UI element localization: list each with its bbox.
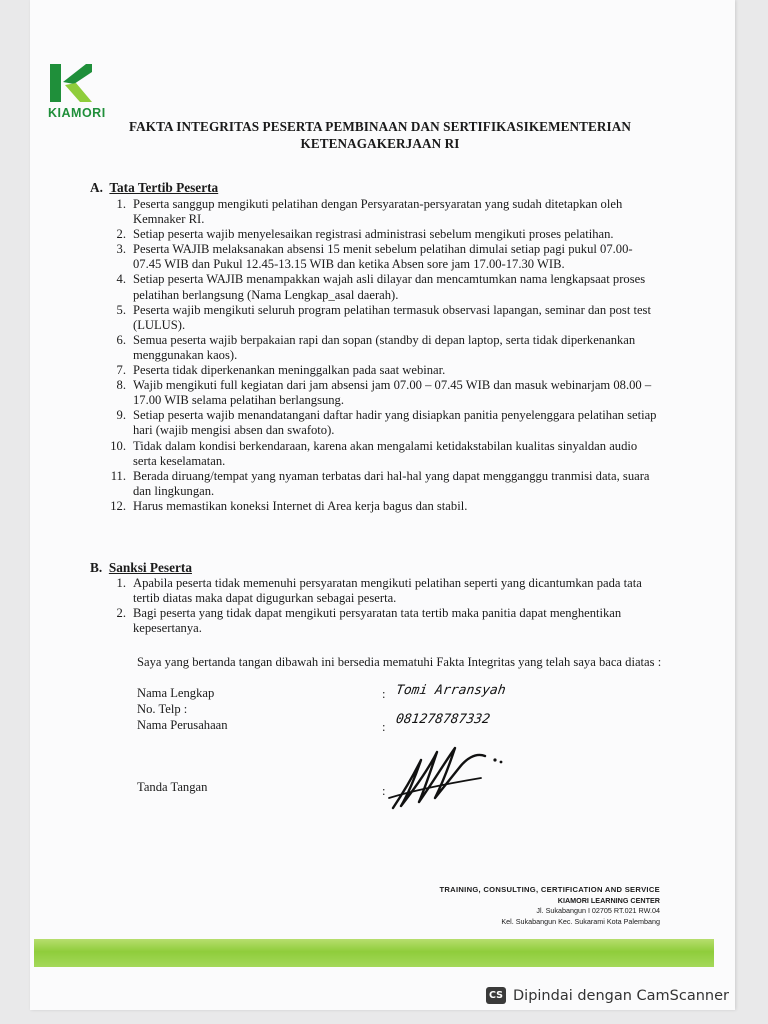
company-label: Nama Perusahaan: [137, 718, 228, 732]
section-a-letter: A.: [90, 180, 103, 195]
list-item-text: Tidak dalam kondisi berkendaraan, karena akan mengalami ketidakstabilan kualitas sinyaldan audio serta keselamatan.: [133, 438, 638, 468]
list-item-number: 1.: [116, 197, 126, 211]
list-item-number: 11.: [110, 468, 126, 483]
list-item-text: Berada diruang/tempat yang nyaman terbatas dari hal-hal yang dapat mengganggu tranmisi data, suara dan lingkungan.: [133, 468, 650, 498]
phone-label: No. Telp :: [137, 702, 188, 716]
sanctions-list: [100, 576, 660, 636]
camscanner-text: Dipindai dengan CamScanner: [513, 987, 730, 1004]
list-item-number: 3.: [116, 242, 126, 257]
list-item-text: Semua peserta wajib berpakaian rapi dan sopan (standby di depan laptop, serta tidak diperkenankan menggunakan kaos).: [133, 332, 636, 362]
list-item: [100, 469, 660, 499]
list-item-number: 12.: [110, 498, 126, 513]
title-line-2: KETENAGAKERJAAN RI: [300, 136, 460, 151]
footer-green-bar: [34, 939, 714, 967]
footer-company: KIAMORI LEARNING CENTER: [557, 895, 660, 905]
title-line-1: FAKTA INTEGRITAS PESERTA PEMBINAAN DAN SERTIFIKASIKEMENTERIAN: [128, 119, 632, 134]
footer-address-1: Jl. Sukabangun I 02705 RT.021 RW.04: [536, 906, 660, 915]
list-item-number: 2.: [116, 606, 126, 621]
section-a-title: Tata Tertib Peserta: [109, 180, 219, 195]
list-item-number: 4.: [116, 272, 126, 287]
list-item: [100, 303, 660, 333]
footer-services: TRAINING, CONSULTING, CERTIFICATION AND SERVICE: [439, 885, 660, 894]
list-item-number: 9.: [116, 408, 126, 423]
document-title: [75, 118, 685, 152]
signature-colon: :: [382, 784, 386, 798]
list-item: [100, 272, 660, 302]
section-b-letter: B.: [90, 560, 103, 575]
rules-list: [100, 197, 660, 514]
signature: [385, 738, 515, 818]
list-item-text: Setiap peserta wajib menandatangani daftar hadir yang disiapkan panitia penyelenggara pelatihan setiap hari (wajib mengisi absen dan swafoto).: [133, 408, 657, 438]
name-label: Nama Lengkap: [137, 686, 215, 700]
phone-value: 081278787332: [394, 712, 491, 727]
section-b-title: Sanksi Peserta: [108, 560, 192, 575]
list-item-text: Harus memastikan koneksi Internet di Area kerja bagus dan stabil.: [133, 498, 468, 513]
list-item-number: 10.: [110, 438, 126, 453]
name-value: Tomi Arransyah: [394, 683, 507, 698]
list-item: [100, 439, 660, 469]
list-item-number: 2.: [116, 227, 126, 242]
list-item: [100, 242, 660, 272]
list-item-number: 8.: [116, 378, 126, 393]
name-colon: :: [382, 687, 386, 701]
statement-text: Saya yang bertanda tangan dibawah ini bersedia mematuhi Fakta Integritas yang telah saya baca diatas :: [137, 655, 662, 669]
list-item-text: Apabila peserta tidak memenuhi persyaratan mengikuti pelatihan seperti yang dicantumkan pada tata tertib diatas maka dapat digugurkan sebagai peserta.: [133, 576, 642, 606]
list-item-text: Peserta WAJIB melaksanakan absensi 15 menit sebelum pelatihan dimulai setiap pagi pukul 07.00-07.45 WIB dan Pukul 12.45-13.15 WIB dan ketika Absen sore jam 17.00-17.30 WIB.: [133, 242, 633, 272]
list-item-text: Peserta sanggup mengikuti pelatihan dengan Persyaratan-persyaratan yang sudah ditetapkan oleh Kemnaker RI.: [133, 197, 623, 227]
list-item: [100, 197, 660, 227]
list-item: [100, 227, 660, 242]
list-item-text: Wajib mengikuti full kegiatan dari jam absensi jam 07.00 – 07.45 WIB dan masuk webinarjam 08.00 – 17.00 WIB selama pelatihan berlangsung.: [133, 378, 652, 408]
list-item-number: 5.: [116, 302, 126, 317]
section-b-heading: [90, 560, 192, 576]
list-item-number: 7.: [116, 363, 126, 378]
list-item: [100, 333, 660, 363]
kiamori-logo: [48, 62, 118, 120]
list-item-text: Peserta wajib mengikuti seluruh program pelatihan termasuk observasi lapangan, seminar dan post test (LULUS).: [133, 302, 651, 332]
kiamori-k-icon: [48, 62, 94, 104]
camscanner-icon: CS: [486, 987, 506, 1004]
company-footer: [439, 885, 660, 927]
phone-colon: :: [382, 720, 386, 734]
list-item: [100, 378, 660, 408]
list-item: [100, 363, 660, 378]
list-item-number: 1.: [116, 576, 126, 590]
camscanner-watermark: [486, 987, 729, 1004]
footer-address-2: Kel. Sukabangun Kec. Sukarami Kota Palembang: [501, 916, 660, 926]
signature-label: Tanda Tangan: [137, 780, 208, 794]
list-item: [100, 576, 660, 606]
list-item: [100, 408, 660, 438]
section-a-heading: [90, 180, 218, 196]
logo-text: KIAMORI: [48, 106, 106, 120]
list-item-text: Peserta tidak diperkenankan meninggalkan pada saat webinar.: [133, 363, 446, 378]
list-item: [100, 499, 660, 514]
list-item: [100, 606, 660, 636]
list-item-number: 6.: [116, 332, 126, 347]
list-item-text: Setiap peserta WAJIB menampakkan wajah asli dilayar dan mencamtumkan nama lengkapsaat proses pelatihan berlangsung (Nama Lengkap_asal daerah).: [133, 272, 646, 302]
list-item-text: Setiap peserta wajib menyelesaikan registrasi administrasi sebelum mengikuti proses pelatihan.: [133, 227, 614, 242]
list-item-text: Bagi peserta yang tidak dapat mengikuti persyaratan tata tertib maka panitia dapat menghentikan kepesertanya.: [133, 606, 622, 636]
